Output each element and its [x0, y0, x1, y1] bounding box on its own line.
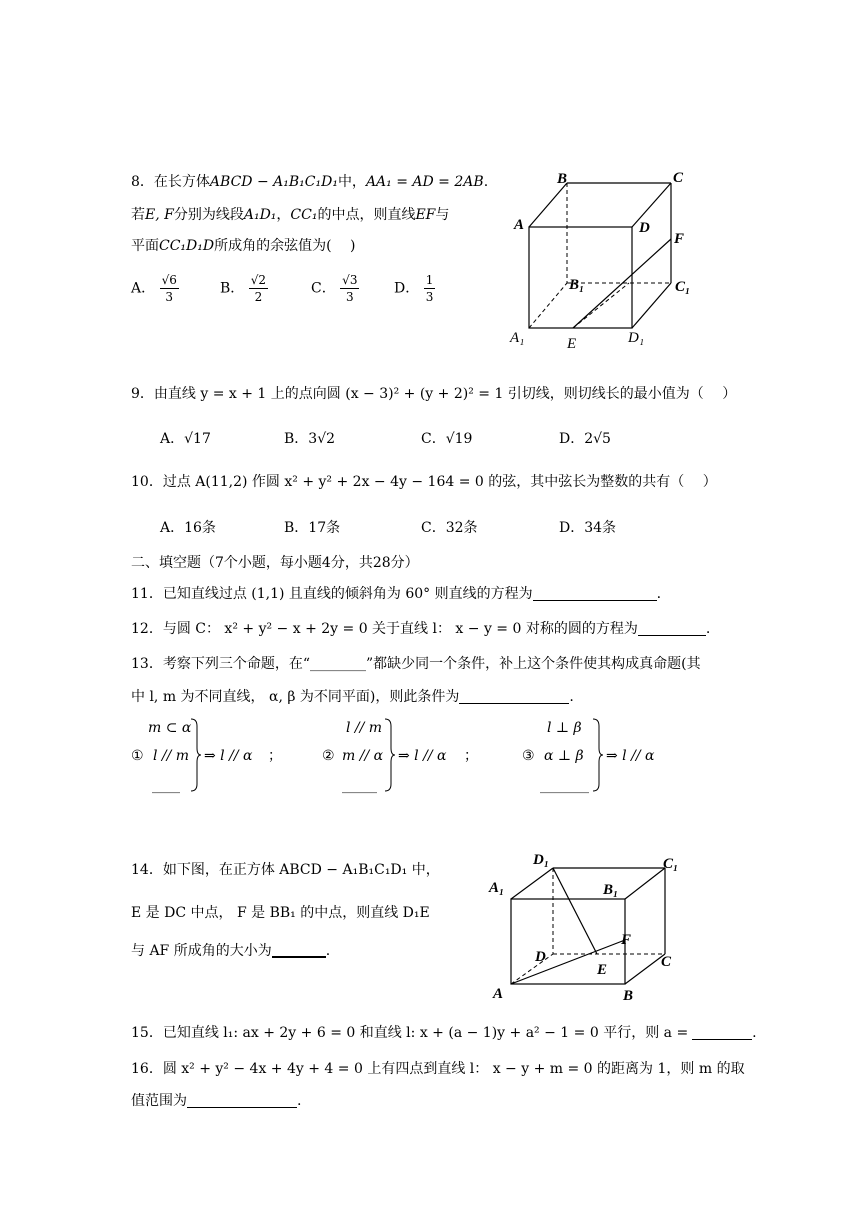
label-d1: D₁ [533, 852, 550, 868]
fraction: $\frac{√3}{3}$ [342, 273, 358, 304]
section-heading: 二、填空题（7个小题，每小题4分，共28分） [131, 555, 419, 571]
label-d: D [639, 220, 650, 236]
brace [190, 718, 202, 792]
q10-text: 10．过点 A(11,2) 作圆 x² + y² + 2x − 4y − 164 = 0 的弦，其中弦长为整数的共有（ ） [131, 474, 717, 490]
fraction: $\frac{1}{3}$ [425, 273, 434, 304]
q9-option-b: B．3√2 [284, 431, 336, 447]
fraction: $\frac{√2}{2}$ [250, 273, 267, 304]
answer-blank[interactable] [692, 1025, 752, 1040]
label-a: A [514, 217, 525, 233]
q14-line2: E 是 DC 中点， F 是 BB₁ 的中点，则直线 D₁E [131, 905, 430, 921]
label-a: A [493, 986, 504, 1002]
q8-line3: 平面CC₁D₁D所成角的余弦值为( ) [131, 238, 356, 254]
q8-option-c: C． $\frac{√3}{3}$ [311, 273, 358, 304]
label-f: F [674, 231, 685, 247]
answer-blank[interactable] [533, 586, 657, 601]
label-f: F [621, 932, 632, 948]
label-c1: C₁ [675, 279, 691, 295]
q10-option-a: A．16条 [160, 520, 216, 536]
q8-option-b: B． $\frac{√2}{2}$ [220, 273, 267, 304]
q14-line1: 14．如下图，在正方体 ABCD − A₁B₁C₁D₁ 中， [131, 862, 440, 878]
q14-cube-figure [485, 848, 695, 1006]
answer-blank[interactable] [638, 621, 706, 636]
q13-line1: 13．考察下列三个命题，在“________”都缺少同一个条件，补上这个条件使其构成真命题(其 [131, 656, 701, 672]
label-c: C [661, 954, 672, 970]
q9-option-c: C．√19 [421, 431, 473, 447]
answer-blank[interactable] [459, 689, 569, 704]
q10-option-b: B．17条 [284, 520, 341, 536]
label-c1: C₁ [663, 856, 679, 872]
q12-line: 12．与圆 C： x² + y² − x + 2y = 0 关于直线 l： x − y = 0 对称的圆的方程为 . [131, 621, 711, 637]
q8-cuboid-figure [505, 165, 705, 355]
answer-blank[interactable] [272, 942, 326, 958]
q8-line2: 若E, F分别为线段A₁D₁，CC₁的中点，则直线EF与 [131, 207, 450, 223]
label-e: E [567, 336, 577, 352]
q8-line1: 8．在长方体ABCD − A₁B₁C₁D₁中，AA₁ = AD = 2AB. [131, 174, 489, 190]
label-b1: B₁ [603, 882, 619, 898]
q9-option-a: A．√17 [160, 431, 211, 447]
q8-number: 8． [131, 174, 154, 190]
q8-option-d: D． $\frac{1}{3}$ [394, 273, 434, 304]
q10-option-c: C．32条 [421, 520, 478, 536]
label-d: D [535, 949, 546, 965]
brace [592, 718, 604, 792]
q15-line: 15．已知直线 l₁: ax + 2y + 6 = 0 和直线 l: x + (a − 1)y + a² − 1 = 0 平行，则 a = . [131, 1025, 757, 1041]
label-b1: B₁ [569, 277, 585, 293]
q8-option-a: A． $\frac{√6}{3}$ [131, 273, 177, 304]
label-c: C [673, 170, 684, 186]
label-d1: D₁ [628, 330, 645, 346]
q14-line3: 与 AF 所成角的大小为 . [131, 943, 331, 959]
q11-line: 11．已知直线过点 (1,1) 且直线的倾斜角为 60° 则直线的方程为 . [131, 586, 662, 602]
fraction: $\frac{√6}{3}$ [161, 273, 177, 304]
answer-blank[interactable] [187, 1093, 297, 1108]
label-e: E [597, 962, 608, 978]
q9-text: 9．由直线 y = x + 1 上的点向圆 (x − 3)² + (y + 2)² = 1 引切线，则切线长的最小值为（ ） [131, 386, 737, 402]
label-a1: A₁ [510, 330, 525, 346]
brace [384, 718, 396, 792]
label-b: B [557, 171, 568, 187]
q16-line2: 值范围为 . [131, 1093, 302, 1109]
q13-line2: 中 l, m 为不同直线， α, β 为不同平面)，则此条件为 . [131, 689, 574, 705]
q16-line1: 16．圆 x² + y² − 4x + 4y + 4 = 0 上有四点到直线 l： x − y + m = 0 的距离为 1，则 m 的取 [131, 1061, 745, 1077]
q10-option-d: D．34条 [559, 520, 617, 536]
q9-option-d: D．2√5 [559, 431, 611, 447]
label-b: B [623, 988, 634, 1004]
label-a1: A₁ [489, 880, 505, 896]
